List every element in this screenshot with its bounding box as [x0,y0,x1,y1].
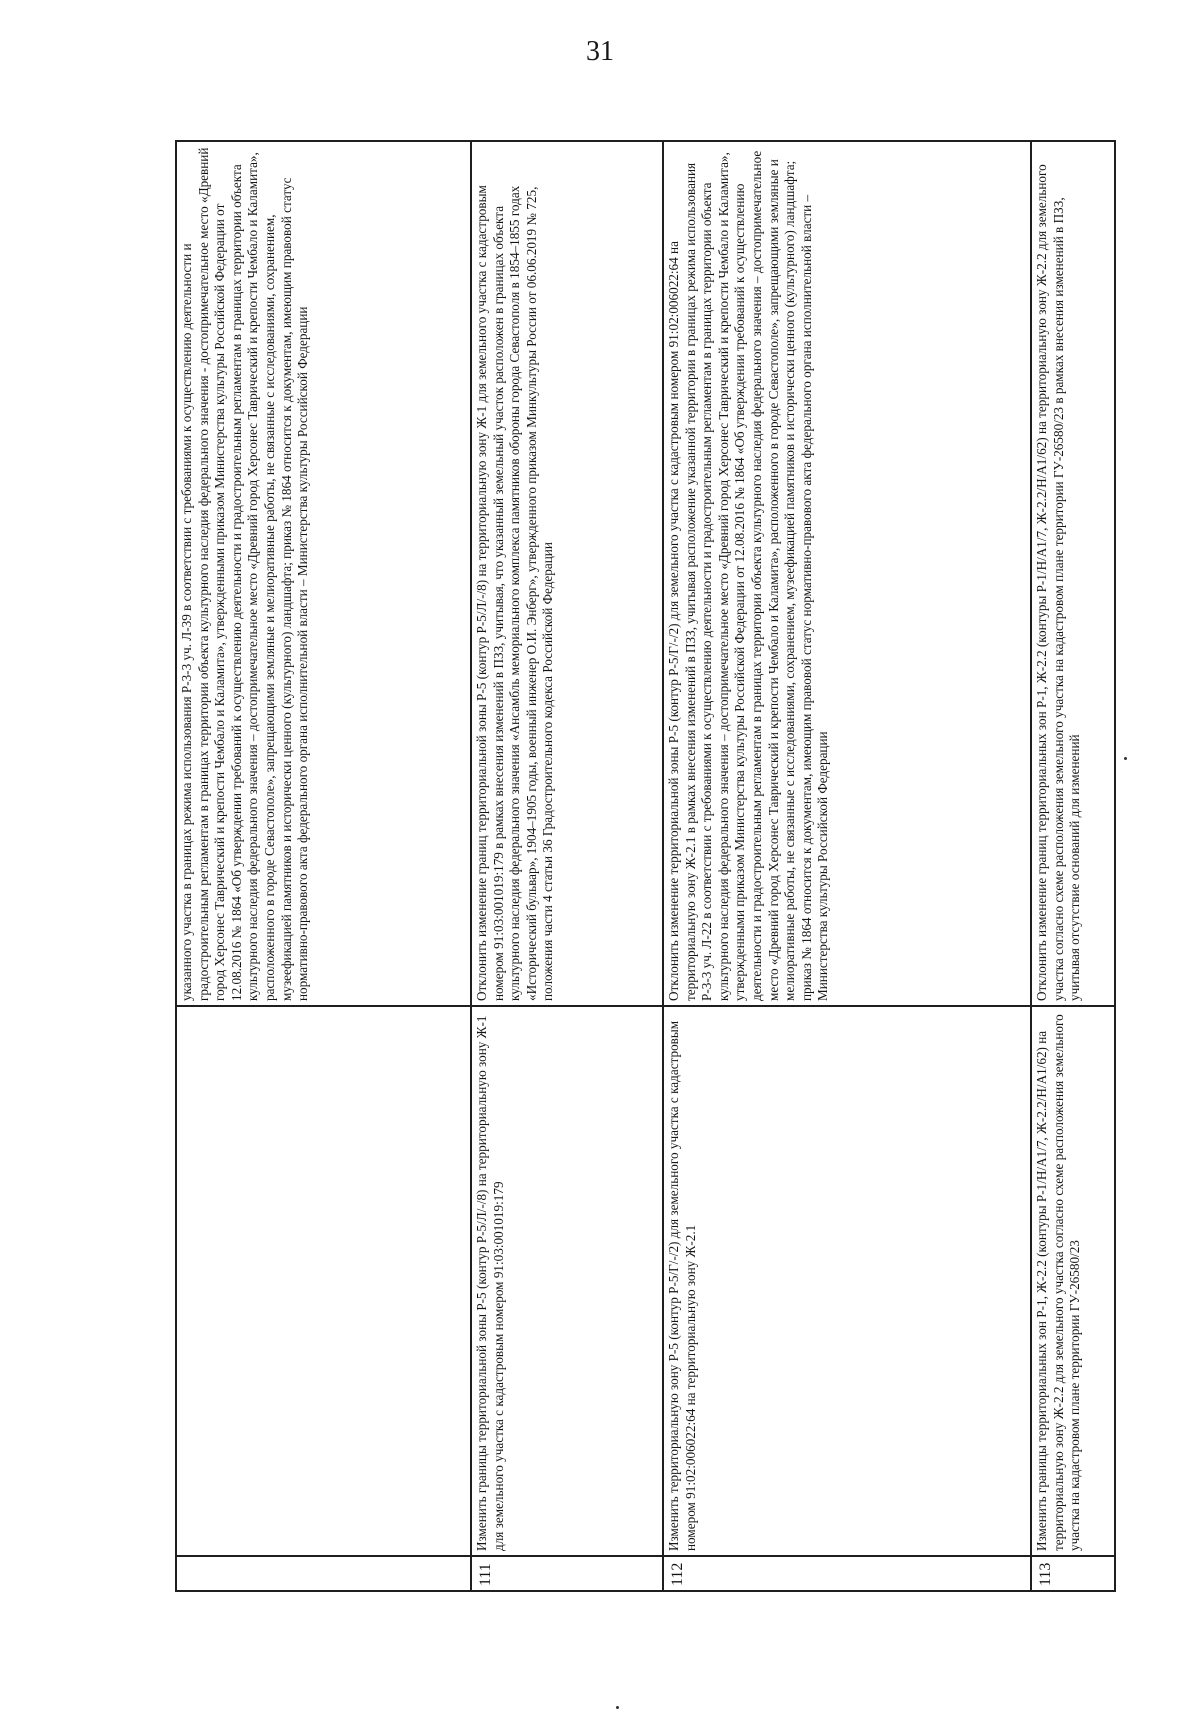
row-number-cell: 112 [663,1556,1031,1591]
row-number-cell: 113 [1031,1556,1115,1591]
request-cell: Изменить территориальную зону Р-5 (контур Р-5/Г/-/2) для земельного участка с кадастровым номером 91:02:006022:64 на территориальную зону Ж-2.1 [663,1006,1031,1556]
scan-speck [1124,757,1127,760]
rotated-table-container [175,147,1095,1592]
result-cell: Отклонить изменение границ территориальной зоны Р-5 (контур Р-5/Л/-/8) на территориальную зону Ж-1 для земельного участка с кадастровым номером 91:03:001019:179 в рамках внесения изменений в ПЗЗ, учитывая, что указанный земельный участок расположен в границах объекта культурного наследия федерального значения «Ансамбль мемориального комплекса памятников обороны города Севастополя в 1854–1855 годах «Исторический бульвар», 1904–1905 годы, военный инженер О.И. Энберг», утвержденного приказом Минкультуры России от 06.06.2019 № 725, положения части 4 статьи 36 Градостроительного кодекса Российской Федерации [471,141,663,1006]
request-cell: Изменить границы территориальных зон Р-1, Ж-2.2 (контуры Р-1/Н/А1/7, Ж-2.2/Н/А1/62) на территориальную зону Ж-2.2 для земельного участка согласно схеме расположения земельного участка на кадастровом плане территории ГУ-26580/23 [1031,1006,1115,1556]
scan-speck [616,1706,619,1709]
result-cell: указанного участка в границах режима использования Р-3-3 уч. Л-39 в соответствии с требованиями к осуществлению деятельности и градостроительным регламентам в границах территории объекта культурного наследия федерального значения - достопримечательное место «Древний город Херсонес Таврический и крепости Чембало и Каламита», утвержденными приказом Министерства культуры Российской Федерации от 12.08.2016 № 1864 «Об утверждении требований к осуществлению деятельности и градостроительным регламентам в границах территории объекта культурного наследия федерального значения – достопримечательное место «Древний город Херсонес Таврический и крепости Чембало и Каламита», расположенного в городе Севастополе», запрещающими земляные и мелиоративные работы, не связанные с исследованиями, сохранением, музеефикацией памятников и исторически ценного (культурного) ландшафта; приказ № 1864 относится к документам, имеющим правовой статус нормативно-правового акта федерального органа исполнительной власти – Министерства культуры Российской Федерации [176,141,471,1006]
row-number-cell: 111 [471,1556,663,1591]
request-cell: Изменить границы территориальной зоны Р-5 (контур Р-5/Л/-/8) на территориальную зону Ж-1 для земельного участка с кадастровым номером 91:03:001019:179 [471,1006,663,1556]
request-cell [176,1006,471,1556]
proposals-table [175,140,1116,1592]
page-number: 31 [586,36,614,67]
table-row [663,141,1031,1591]
table-row [471,141,663,1591]
result-cell: Отклонить изменение границ территориальных зон Р-1, Ж-2.2 (контуры Р-1/Н/А1/7, Ж-2.2/Н/А1/62) на территориальную зону Ж-2.2 для земельного участка согласно схеме расположения земельного участка на кадастровом плане территории ГУ-26580/23 в рамках внесения изменений в ПЗЗ, учитывая отсутствие оснований для изменений [1031,141,1115,1006]
table-row [176,141,471,1591]
table-row [1031,141,1115,1591]
result-cell: Отклонить изменение территориальной зоны Р-5 (контур Р-5/Г/-/2) для земельного участка с кадастровым номером 91:02:006022:64 на территориальную зону Ж-2.1 в рамках внесения изменений в ПЗЗ, учитывая расположение указанной территории в границах режима использования Р-3-3 уч. Л-22 в соответствии с требованиями к осуществлению деятельности и градостроительным регламентам в границах территории объекта культурного наследия федерального значения – достопримечательное место «Древний город Херсонес Таврический и крепости Чембало и Каламита», утвержденными приказом Министерства культуры Российской Федерации от 12.08.2016 № 1864 «Об утверждении требований к осуществлению деятельности и градостроительным регламентам в границах территории объекта культурного наследия федерального значения – достопримечательное место «Древний город Херсонес Таврический и крепости Чембало и Каламита», расположенного в городе Севастополе», запрещающими земляные и мелиоративные работы, не связанные с исследованиями, сохранением, музеефикацией памятников и исторически ценного (культурного) ландшафта; приказ № 1864 относится к документам, имеющим правовой статус нормативно-правового акта федерального органа исполнительной власти – Министерства культуры Российской Федерации [663,141,1031,1006]
row-number-cell [176,1556,471,1591]
